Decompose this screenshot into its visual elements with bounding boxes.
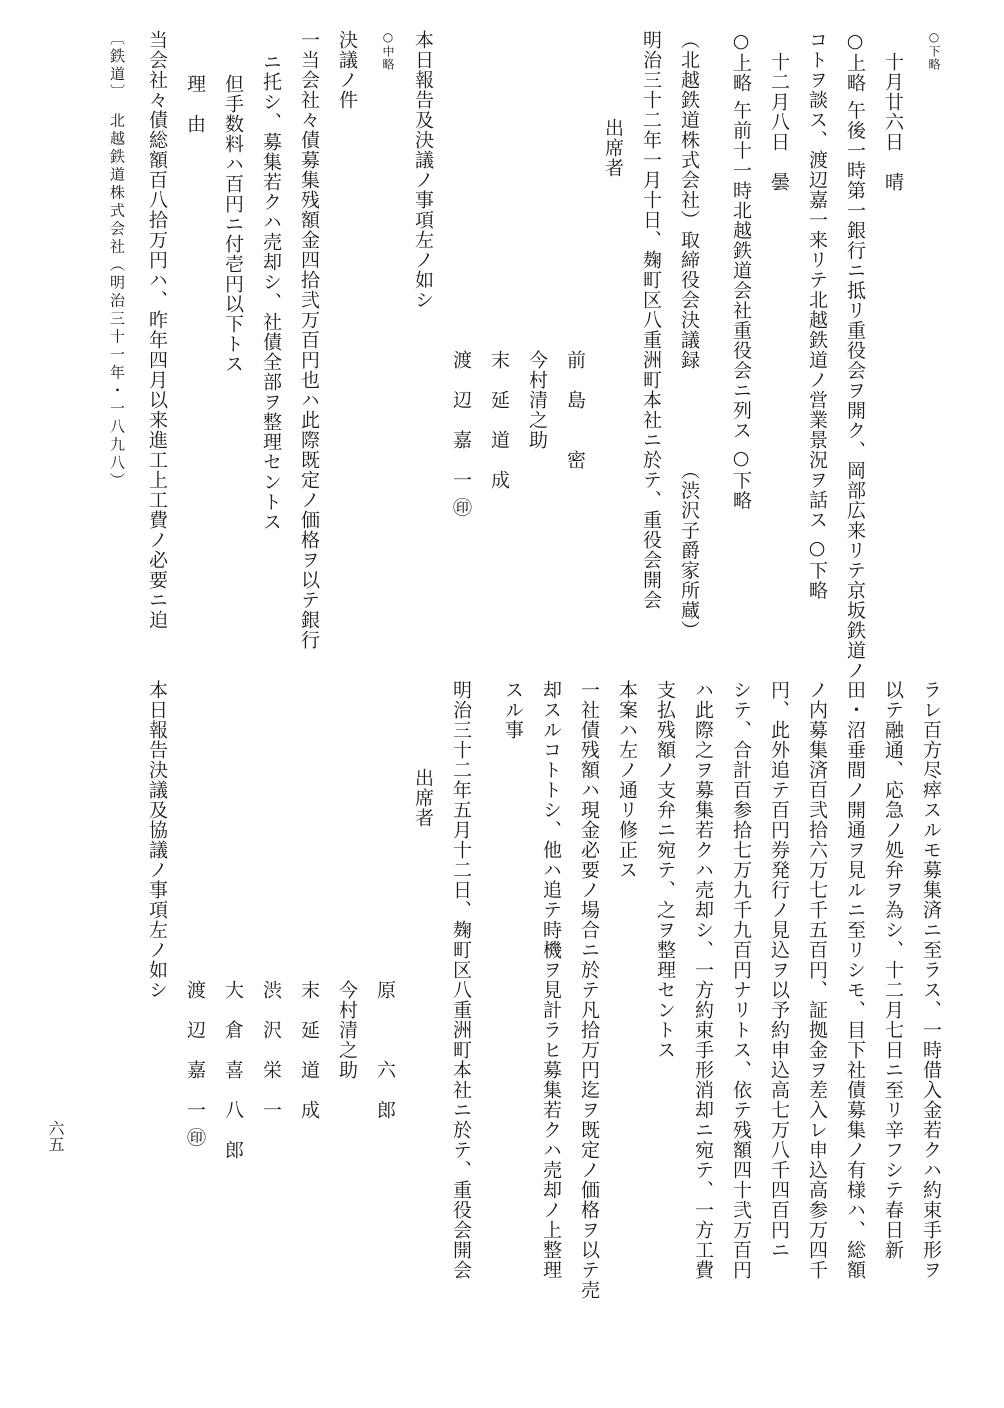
bottom-column-b12: スル事: [502, 680, 524, 740]
bottom-column-b13: 明治三十二年五月十二日、麹町区八重洲町本社ニ於テ、重役会開会: [450, 680, 472, 1280]
top-column-t1: ○下略: [927, 30, 941, 71]
bottom-column-b11: 却スルコトトシ、他ハ追テ時機ヲ見計ラヒ募集若クハ売却ノ上整理: [540, 680, 562, 1280]
bottom-column-b7: ハ此際之ヲ募集若クハ売却シ、一方約束手形消却ニ宛テ、一方工費: [692, 680, 714, 1280]
top-column-t3: ○上略 午後一時第一銀行ニ抵リ重役会ヲ開ク、岡部広来リテ京坂鉄道ノ: [844, 30, 866, 681]
bottom-column-b18: 渋 沢 栄 一: [260, 980, 282, 1120]
top-column-t5: 十二月八日 曇: [768, 52, 790, 192]
lower-text-block: [60, 680, 942, 1300]
bottom-column-b19: 大 倉 喜 八 郎: [222, 980, 244, 1160]
upper-text-block: [60, 30, 941, 681]
bottom-column-b9: 本案ハ左ノ通リ修正ス: [616, 680, 638, 880]
bottom-column-b5: 円、此外追テ百円券発行ノ見込ヲ以予約申込高七万八千四百円ニ: [768, 680, 790, 1260]
top-column-t15: ○中略: [381, 30, 395, 71]
top-column-t12: 末 延 道 成: [488, 350, 510, 490]
bottom-column-b10: 一社債残額ハ現金必要ノ場合ニ於テ凡拾万円迄ヲ既定ノ価格ヲ以テ売: [578, 680, 600, 1300]
top-column-t17: 一当会社々債募集残額金四拾弐万百円也ハ此際既定ノ価格ヲ以テ銀行: [298, 30, 320, 650]
page-number: 六五: [46, 1120, 65, 1152]
top-column-t9: 出席者: [602, 118, 624, 178]
running-footer: 〔鉄道〕 北越鉄道株式会社（明治三十一年・一八九八）: [108, 30, 126, 491]
top-column-t21: 当会社々債総額百八拾万円ハ、昨年四月以来進工上工費ノ必要ニ迫: [146, 30, 168, 630]
top-column-t6: ○上略 午前十一時北越鉄道会社重役会ニ列ス ○下略: [730, 30, 752, 511]
top-column-t11: 今村清之助: [526, 350, 548, 450]
top-column-t8: 明治三十二年一月十日、麹町区八重洲町本社ニ於テ、重役会開会: [640, 30, 662, 610]
top-column-t19: 但手数料ハ百円ニ付壱円以下トス: [222, 74, 244, 374]
bottom-column-b20: 渡 辺 嘉 一 ㊞: [184, 980, 206, 1148]
bottom-column-b2: 以テ融通、応急ノ処弁ヲ為シ、十二月七日ニ至リ辛フシテ春日新: [882, 680, 904, 1260]
top-column-t7: （北越鉄道株式会社）取締役会決議録 （渋沢子爵家所蔵）: [678, 30, 700, 641]
bottom-column-b8: 支払残額ノ支弁ニ宛テ、之ヲ整理セントス: [654, 680, 676, 1060]
bottom-column-b17: 末 延 道 成: [298, 980, 320, 1120]
top-column-t14: 本日報告及決議ノ事項左ノ如シ: [412, 30, 434, 310]
top-column-t2: 十月廿六日 晴: [882, 52, 904, 192]
bottom-column-b4: ノ内募集済百弐拾六万七千五百円、証拠金ヲ差入レ申込高参万四千: [806, 680, 828, 1280]
bottom-column-b6: シテ、合計百参拾七万九千九百円ナリトス、依テ残額四十弐万百円: [730, 680, 752, 1280]
bottom-column-b21: 本日報告決議及協議ノ事項左ノ如シ: [146, 680, 168, 1000]
top-column-t16: 決議ノ件: [336, 30, 358, 110]
top-column-t13: 渡 辺 嘉 一 ㊞: [450, 350, 472, 518]
bottom-column-b15: 原 六 郎: [374, 980, 396, 1120]
top-column-t4: コトヲ談ス、渡辺嘉一来リテ北越鉄道ノ営業景況ヲ話ス ○下略: [806, 30, 828, 601]
bottom-column-b3: 田・沼垂間ノ開通ヲ見ルニ至リシモ、目下社債募集ノ有様ハ、総額: [844, 680, 866, 1280]
bottom-column-b16: 今村清之助: [336, 980, 358, 1080]
bottom-column-b1: ラレ百方尽瘁スルモ募集済ニ至ラス、一時借入金若クハ約束手形ヲ: [920, 680, 942, 1280]
top-column-t18: ニ托シ、募集若クハ売却シ、社債全部ヲ整理セントス: [260, 52, 282, 532]
top-column-t10: 前 島 密: [564, 350, 586, 470]
top-column-t20: 理 由: [184, 74, 206, 134]
bottom-column-b14: 出席者: [412, 768, 434, 828]
